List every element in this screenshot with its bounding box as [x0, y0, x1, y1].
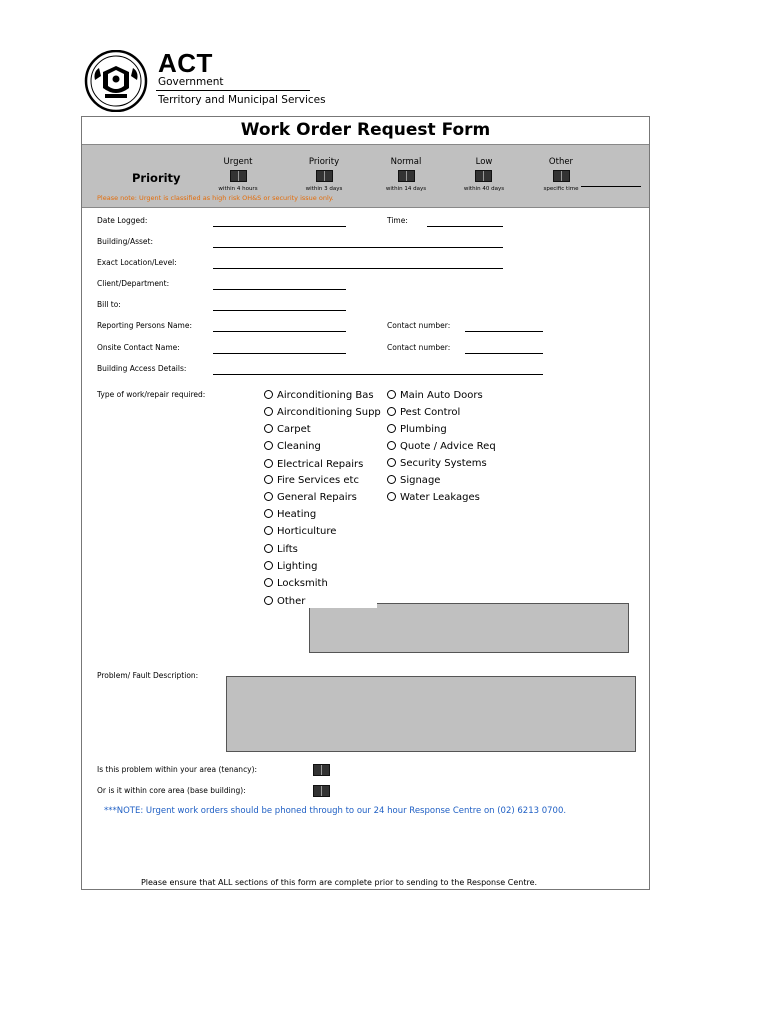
priority-urgent-sub: within 4 hours [218, 186, 258, 192]
priority-urgent-checkbox[interactable] [230, 170, 247, 182]
contact-number-1-label: Contact number: [387, 321, 451, 330]
date-logged-field[interactable] [213, 226, 346, 227]
priority-other-time-field[interactable] [581, 186, 641, 187]
form-footer-note: Please ensure that ALL sections of this form are complete prior to sending to the Response Centre. [140, 878, 538, 887]
radio-icon [387, 407, 396, 416]
priority-urgent-label: Urgent [223, 157, 253, 167]
radio-icon [264, 390, 273, 399]
option-label: Pest Control [400, 407, 461, 418]
radio-icon [387, 424, 396, 433]
radio-icon [387, 390, 396, 399]
radio-icon [264, 561, 273, 570]
option-label: Heating [277, 509, 317, 520]
option-label: Other [277, 596, 306, 607]
radio-icon [387, 492, 396, 501]
header-divider [156, 90, 310, 91]
other-details-textarea[interactable] [309, 603, 629, 653]
tenancy-question: Is this problem within your area (tenancy): [97, 765, 258, 774]
priority-normal-sub: within 14 days [385, 186, 427, 192]
exact-location-field[interactable] [213, 268, 503, 269]
priority-priority-label: Priority [308, 157, 340, 167]
priority-note: Please note: Urgent is classified as high risk OH&S or security issue only. [97, 194, 334, 202]
priority-priority-sub: within 3 days [305, 186, 343, 192]
option-label: Fire Services etc [277, 475, 359, 486]
option-label: Lighting [277, 561, 318, 572]
option-label: Airconditioning Supp [277, 407, 381, 418]
priority-other-label: Other [548, 157, 574, 167]
reporting-person-label: Reporting Persons Name: [97, 321, 192, 330]
option-label: Horticulture [277, 526, 337, 537]
building-access-field[interactable] [213, 374, 543, 375]
work-option-pest-control[interactable] [387, 407, 460, 419]
org-division: Territory and Municipal Services [158, 94, 326, 106]
work-type-label: Type of work/repair required: [97, 390, 206, 399]
radio-icon [264, 509, 273, 518]
work-option-water-leakages[interactable] [387, 492, 480, 504]
priority-low-checkbox[interactable] [475, 170, 492, 182]
building-asset-label: Building/Asset: [97, 237, 153, 246]
work-option-lighting[interactable] [264, 561, 317, 573]
work-option-horticulture[interactable] [264, 526, 336, 538]
onsite-contact-field[interactable] [213, 353, 346, 354]
radio-icon [264, 459, 273, 468]
option-label: Electrical Repairs [277, 459, 364, 470]
option-label: Locksmith [277, 578, 328, 589]
radio-icon [387, 441, 396, 450]
work-option-security-systems[interactable] [387, 458, 487, 470]
radio-icon [264, 407, 273, 416]
priority-priority-checkbox[interactable] [316, 170, 333, 182]
priority-normal-label: Normal [390, 157, 422, 167]
problem-label: Problem/ Fault Description: [97, 671, 199, 680]
work-option-signage[interactable] [387, 475, 440, 487]
exact-location-label: Exact Location/Level: [97, 258, 177, 267]
work-option-carpet[interactable] [264, 424, 311, 436]
radio-icon [264, 475, 273, 484]
work-option-other[interactable] [264, 596, 305, 608]
other-field-mask [309, 598, 377, 608]
radio-icon [264, 526, 273, 535]
contact-number-2-label: Contact number: [387, 343, 451, 352]
core-area-checkbox[interactable] [313, 785, 330, 797]
option-label: Main Auto Doors [400, 390, 483, 401]
time-field[interactable] [427, 226, 503, 227]
building-access-label: Building Access Details: [97, 364, 187, 373]
building-asset-field[interactable] [213, 247, 503, 248]
work-option-general-repairs[interactable] [264, 492, 357, 504]
option-label: Security Systems [400, 458, 487, 469]
option-label: Carpet [277, 424, 311, 435]
option-label: Water Leakages [400, 492, 480, 503]
option-label: Lifts [277, 544, 298, 555]
work-option-main-auto-doors[interactable] [387, 390, 499, 402]
option-label: Signage [400, 475, 441, 486]
work-option-airconditioning-base[interactable] [264, 390, 380, 402]
org-title: ACT [158, 48, 213, 78]
radio-icon [387, 475, 396, 484]
org-subtitle: Government [158, 76, 224, 88]
problem-description-textarea[interactable] [226, 676, 636, 752]
radio-icon [264, 492, 273, 501]
date-logged-label: Date Logged: [97, 216, 148, 225]
act-crest-icon [81, 50, 151, 112]
work-option-lifts[interactable] [264, 544, 298, 556]
work-option-locksmith[interactable] [264, 578, 328, 590]
time-label: Time: [387, 216, 408, 225]
radio-icon [264, 544, 273, 553]
priority-label: Priority [132, 171, 181, 185]
work-option-fire-services[interactable] [264, 475, 359, 487]
contact-number-2-field[interactable] [465, 353, 543, 354]
priority-low-sub: within 40 days [463, 186, 505, 192]
radio-icon [264, 424, 273, 433]
contact-number-1-field[interactable] [465, 331, 543, 332]
option-label: Quote / Advice Req [400, 441, 496, 452]
urgent-phone-note: ***NOTE: Urgent work orders should be phoned through to our 24 hour Response Centre on (02) 6213 0700. [104, 806, 567, 816]
radio-icon [264, 441, 273, 450]
work-option-cleaning[interactable] [264, 441, 321, 453]
priority-low-label: Low [475, 157, 493, 167]
bill-to-label: Bill to: [97, 300, 121, 309]
radio-icon [264, 578, 273, 587]
work-option-airconditioning-supply[interactable] [264, 407, 386, 419]
reporting-person-field[interactable] [213, 331, 346, 332]
work-option-quote-advice[interactable] [387, 441, 499, 453]
radio-icon [264, 596, 273, 605]
client-department-field[interactable] [213, 289, 346, 290]
priority-other-checkbox[interactable] [553, 170, 570, 182]
radio-icon [387, 458, 396, 467]
tenancy-checkbox[interactable] [313, 764, 330, 776]
option-label: Cleaning [277, 441, 321, 452]
core-area-question: Or is it within core area (base building): [97, 786, 246, 795]
bill-to-field[interactable] [213, 310, 346, 311]
option-label: Airconditioning Bas [277, 390, 374, 401]
priority-other-sub: specific time [543, 186, 579, 192]
client-department-label: Client/Department: [97, 279, 170, 288]
work-option-heating[interactable] [264, 509, 316, 521]
option-label: General Repairs [277, 492, 357, 503]
priority-normal-checkbox[interactable] [398, 170, 415, 182]
onsite-contact-label: Onsite Contact Name: [97, 343, 180, 352]
option-label: Plumbing [400, 424, 447, 435]
form-title: Work Order Request Form [240, 120, 491, 140]
work-option-electrical-repairs[interactable] [264, 459, 363, 471]
work-option-plumbing[interactable] [387, 424, 447, 436]
